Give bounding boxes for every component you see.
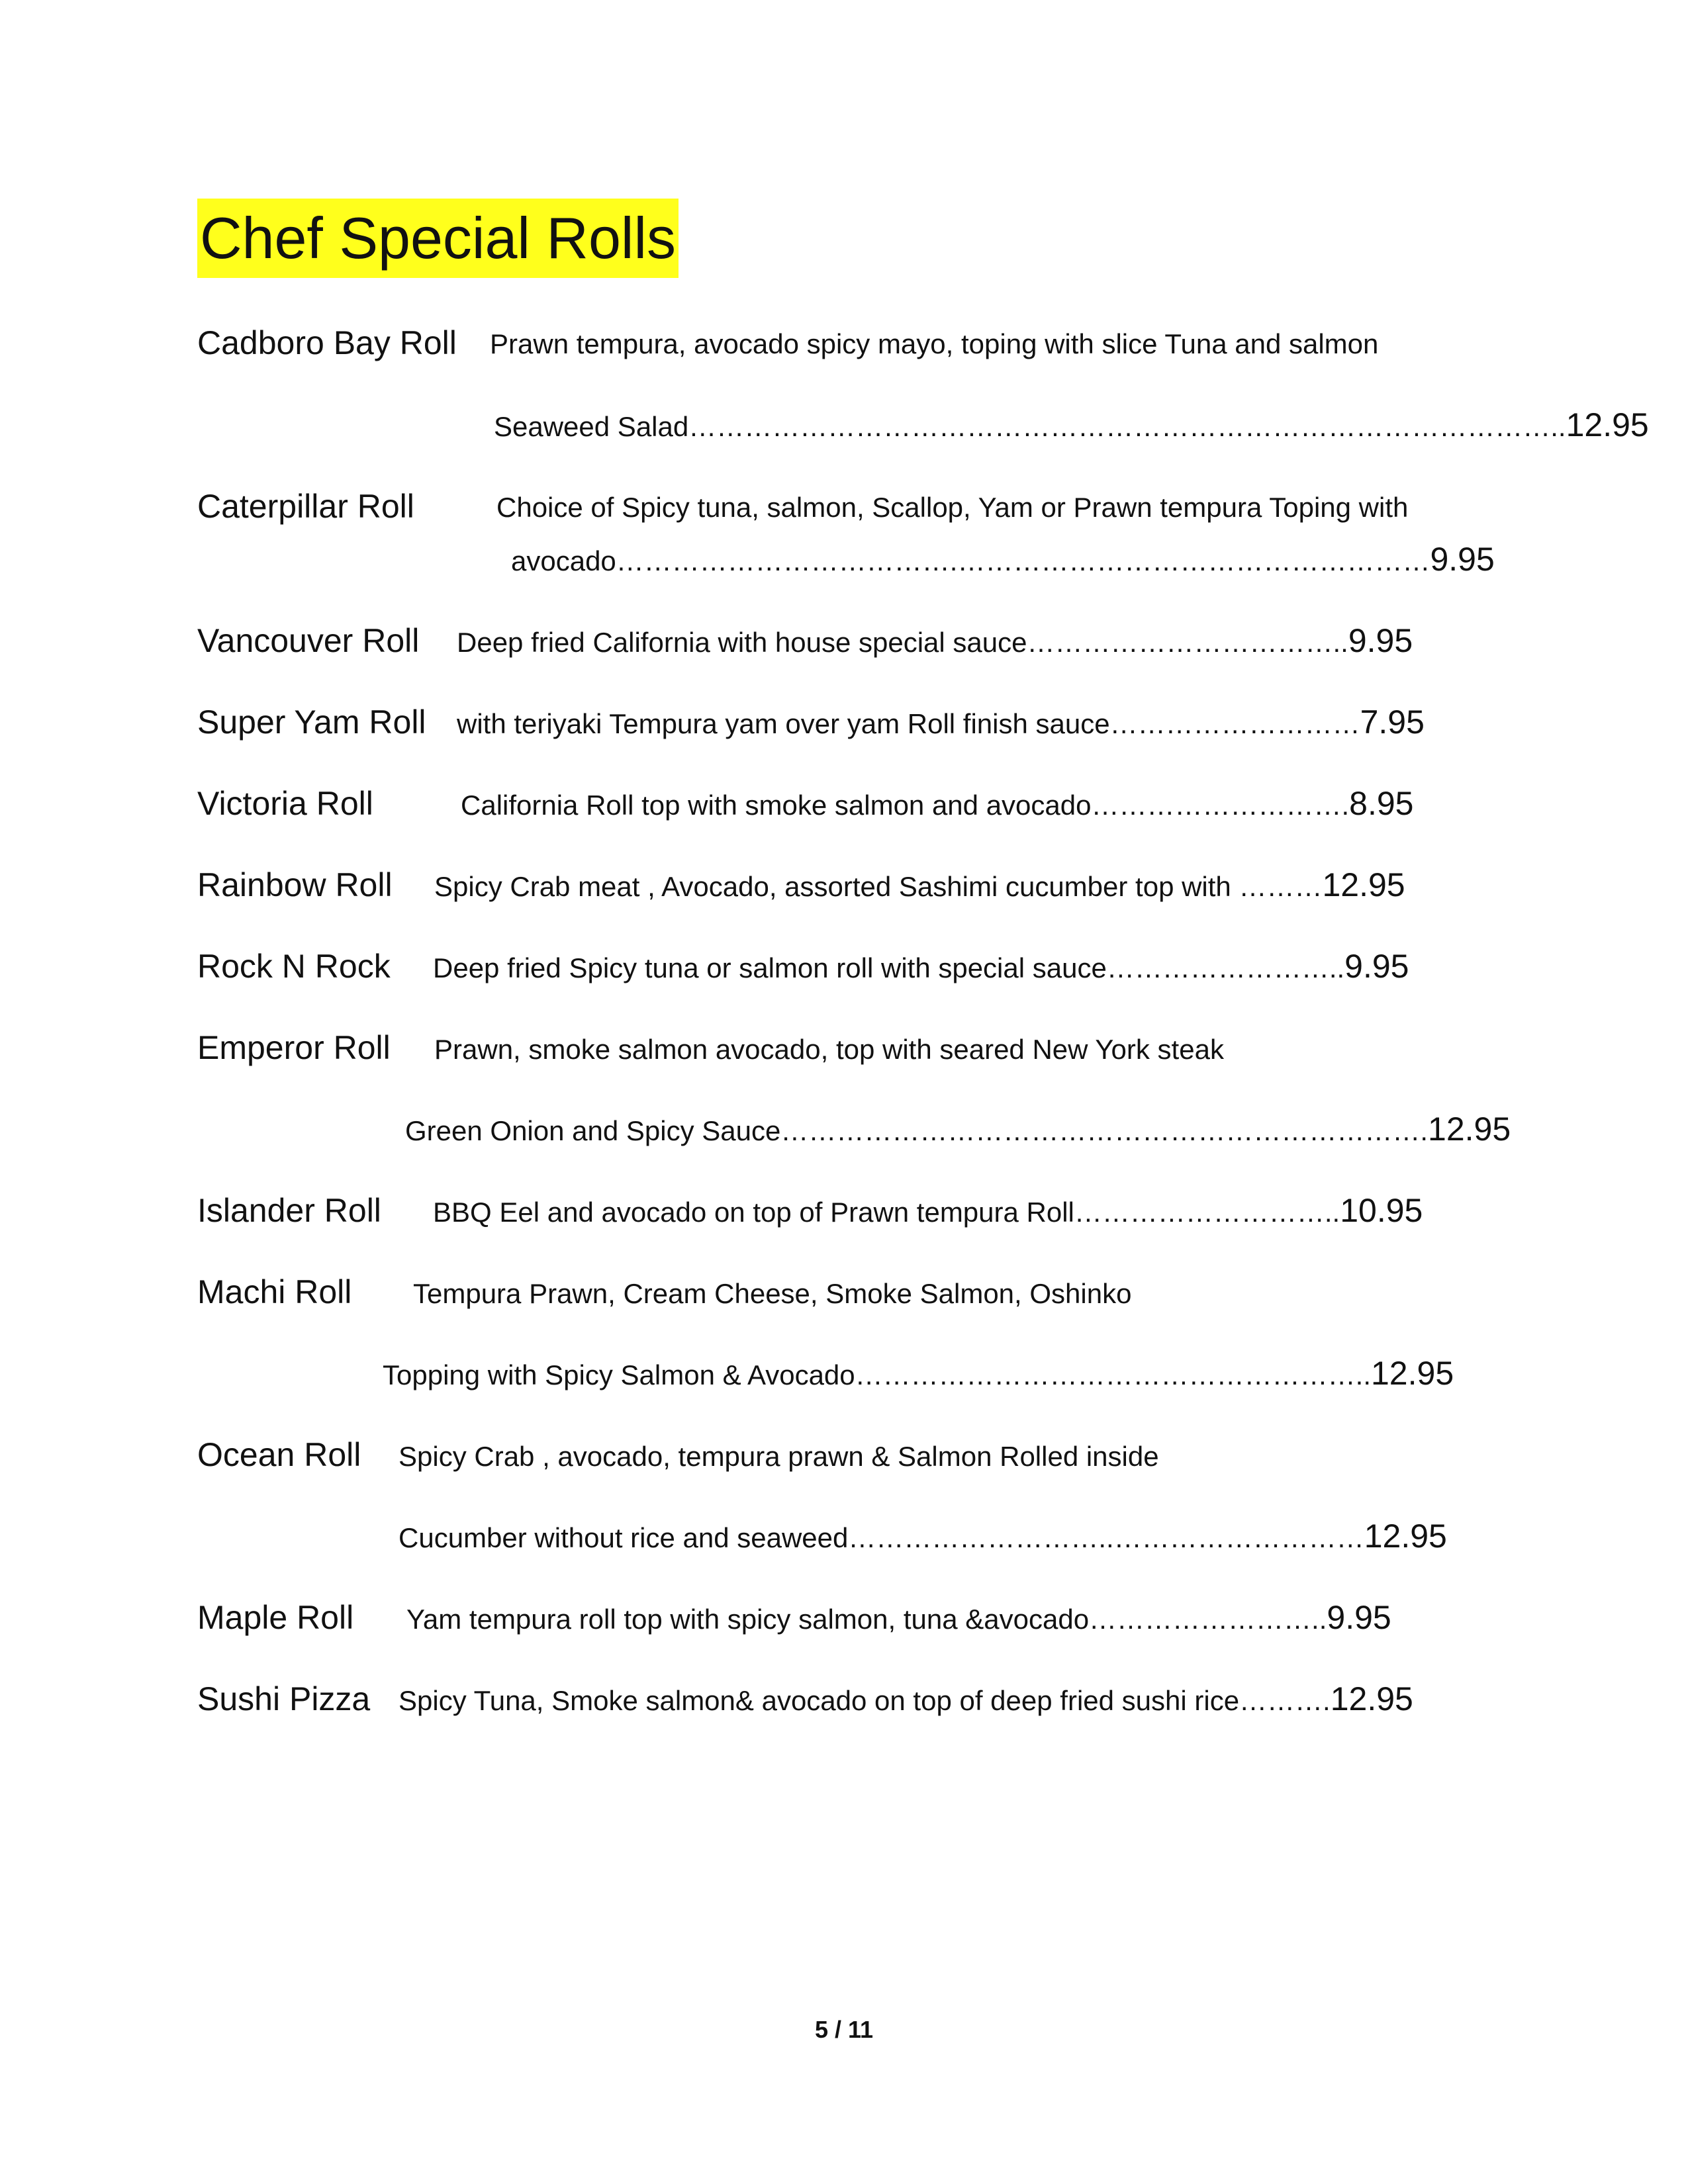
list-item <box>197 624 1413 657</box>
list-item <box>197 1275 1131 1308</box>
item-price: 12.95 <box>1428 1111 1511 1148</box>
item-price: 9.95 <box>1344 948 1409 985</box>
item-name: Rainbow Roll <box>197 866 393 903</box>
item-price: 9.95 <box>1348 622 1413 659</box>
item-price: 8.95 <box>1349 785 1414 822</box>
list-item <box>197 1682 1413 1715</box>
item-description: BBQ Eel and avocado on top of Prawn tempura Roll……………………….. <box>433 1197 1340 1228</box>
item-description: Prawn, smoke salmon avocado, top with seared New York steak <box>434 1034 1224 1065</box>
item-description: Spicy Crab , avocado, tempura prawn & Salmon Rolled inside <box>399 1441 1159 1472</box>
item-description: Spicy Tuna, Smoke salmon& avocado on top of deep fried sushi rice………. <box>399 1685 1331 1716</box>
item-description-cont: avocado……………………………….……………………………………………9.95 <box>511 541 1495 578</box>
item-name: Sushi Pizza <box>197 1680 371 1717</box>
item-price: 12.95 <box>1364 1518 1447 1555</box>
list-item <box>197 1601 1391 1634</box>
list-item <box>197 950 1409 983</box>
list-item <box>197 787 1413 820</box>
item-price: 9.95 <box>1327 1599 1391 1636</box>
item-description-cont: Green Onion and Spicy Sauce…………………………………………………………….12.95 <box>405 1111 1511 1148</box>
list-item <box>197 1194 1423 1227</box>
item-name: Super Yam Roll <box>197 704 426 741</box>
item-description: Choice of Spicy tuna, salmon, Scallop, Yam or Prawn tempura Toping with <box>496 492 1409 523</box>
list-item <box>197 1031 1224 1064</box>
item-description: Tempura Prawn, Cream Cheese, Smoke Salmon, Oshinko <box>413 1278 1132 1309</box>
item-name: Ocean Roll <box>197 1436 361 1473</box>
item-name: Vancouver Roll <box>197 622 420 659</box>
item-name: Islander Roll <box>197 1192 381 1229</box>
item-price: 7.95 <box>1360 704 1425 741</box>
item-description: with teriyaki Tempura yam over yam Roll finish sauce……………………… <box>457 708 1360 739</box>
item-description-cont: Cucumber without rice and seaweed………………………..………………………12.95 <box>399 1518 1447 1555</box>
item-description: Spicy Crab meat , Avocado, assorted Sashimi cucumber top with ……… <box>434 871 1323 902</box>
item-price: 12.95 <box>1371 1355 1454 1392</box>
item-description-cont: Seaweed Salad…………………………………………………………………………………..12.95 <box>494 406 1649 443</box>
item-name: Caterpillar Roll <box>197 488 414 525</box>
item-name: Victoria Roll <box>197 785 373 822</box>
item-description: Prawn tempura, avocado spicy mayo, toping with slice Tuna and salmon <box>490 328 1379 359</box>
item-description: California Roll top with smoke salmon and avocado………………………. <box>461 790 1350 821</box>
item-description-cont: Topping with Spicy Salmon & Avocado………………………………………………..12.95 <box>383 1355 1454 1392</box>
item-name: Maple Roll <box>197 1599 354 1636</box>
item-description: Yam tempura roll top with spicy salmon, tuna &avocado…………………….. <box>406 1604 1327 1635</box>
item-name: Emperor Roll <box>197 1029 391 1066</box>
list-item <box>197 868 1405 901</box>
item-price: 12.95 <box>1566 406 1649 443</box>
list-item <box>197 1438 1159 1471</box>
item-name: Machi Roll <box>197 1273 352 1310</box>
item-price: 12.95 <box>1322 866 1405 903</box>
item-description: Deep fried California with house special sauce…………………………….. <box>457 627 1348 658</box>
item-name: Cadboro Bay Roll <box>197 324 457 361</box>
item-description: Deep fried Spicy tuna or salmon roll with special sauce…………………….. <box>433 952 1345 983</box>
item-price: 12.95 <box>1330 1680 1413 1717</box>
item-name: Rock N Rock <box>197 948 391 985</box>
list-item <box>197 705 1425 739</box>
item-price: 9.95 <box>1430 541 1495 578</box>
list-item <box>197 326 457 359</box>
page-title: Chef Special Rolls <box>197 199 679 278</box>
page-number: 5 / 11 <box>814 2016 874 2043</box>
list-item <box>197 490 414 523</box>
item-price: 10.95 <box>1340 1192 1423 1229</box>
